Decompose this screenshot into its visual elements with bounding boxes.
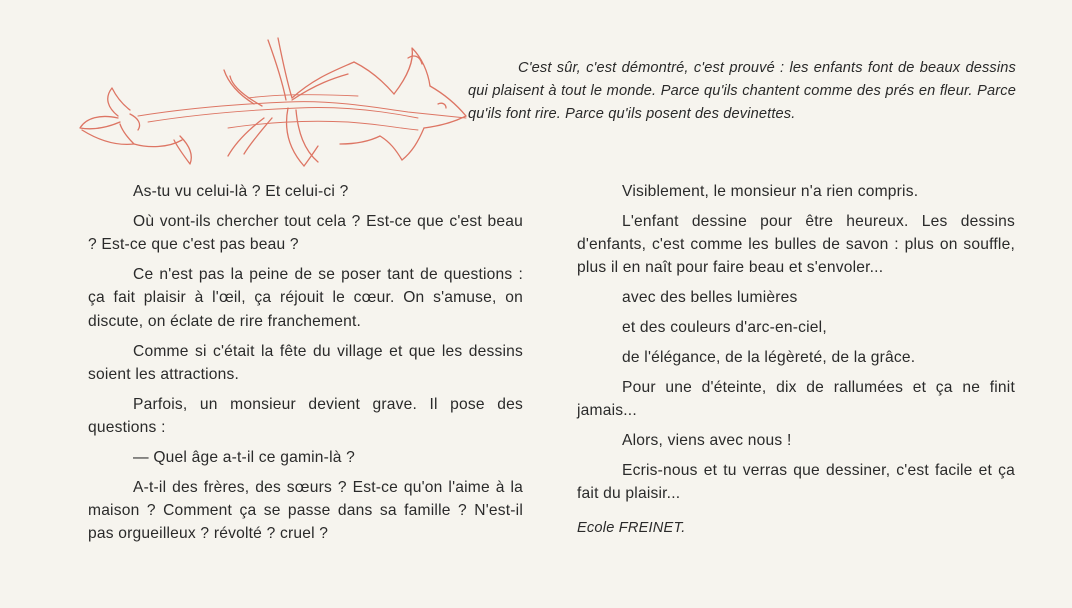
intro-text: C'est sûr, c'est démontré, c'est prouvé : les enfants font de beaux dessins qui plaisent à tout le monde. Parce qu'ils chantent comme des prés en fleur. Parce qu'ils font rire. Parce qu'ils posent des devinettes.	[468, 60, 1016, 123]
verse-line: et des couleurs d'arc-en-ciel,	[622, 319, 827, 337]
paragraph: Visiblement, le monsieur n'a rien compris.	[622, 183, 919, 200]
paragraph: Alors, viens avec nous !	[622, 432, 792, 450]
paragraph: Pour une d'éteinte, dix de rallumées et ça ne finit jamais...	[577, 379, 1015, 420]
paragraph: As-tu vu celui-là ? Et celui-ci ?	[133, 183, 349, 200]
paragraph: Comme si c'était la fête du village et que les dessins soient les attractions.	[88, 342, 523, 383]
paragraph: Où vont-ils chercher tout cela ? Est-ce que c'est beau ? Est-ce que c'est pas beau ?	[88, 212, 523, 254]
dialogue-line: — Quel âge a-t-il ce gamin-là ?	[133, 448, 356, 466]
childs-drawing-illustration	[78, 18, 470, 178]
left-column	[88, 180, 523, 552]
paragraph: A-t-il des frères, des sœurs ? Est-ce qu'on l'aime à la maison ? Comment ça se passe dans sa famille ? N'est-il pas orgueilleux ? révolté ? cruel ?	[88, 478, 523, 543]
paragraph: Parfois, un monsieur devient grave. Il pose des questions :	[88, 395, 523, 437]
paragraph: Ecris-nous et tu verras que dessiner, c'est facile et ça fait du plaisir...	[577, 462, 1015, 503]
verse-line: avec des belles lumières	[622, 289, 798, 307]
verse-line: de l'élégance, de la légèreté, de la grâce.	[622, 349, 916, 367]
signature: Ecole FREINET.	[577, 519, 686, 536]
right-column	[577, 180, 1015, 547]
paragraph: Ce n'est pas la peine de se poser tant de questions : ça fait plaisir à l'œil, ça réjouit le cœur. On s'amuse, on discute, on éclate de rire franchement.	[88, 266, 523, 330]
intro-paragraph	[468, 57, 1016, 127]
paragraph: L'enfant dessine pour être heureux. Les dessins d'enfants, c'est comme les bulles de savon : plus on souffle, plus il en naît pour faire beau et s'envoler...	[577, 212, 1015, 277]
